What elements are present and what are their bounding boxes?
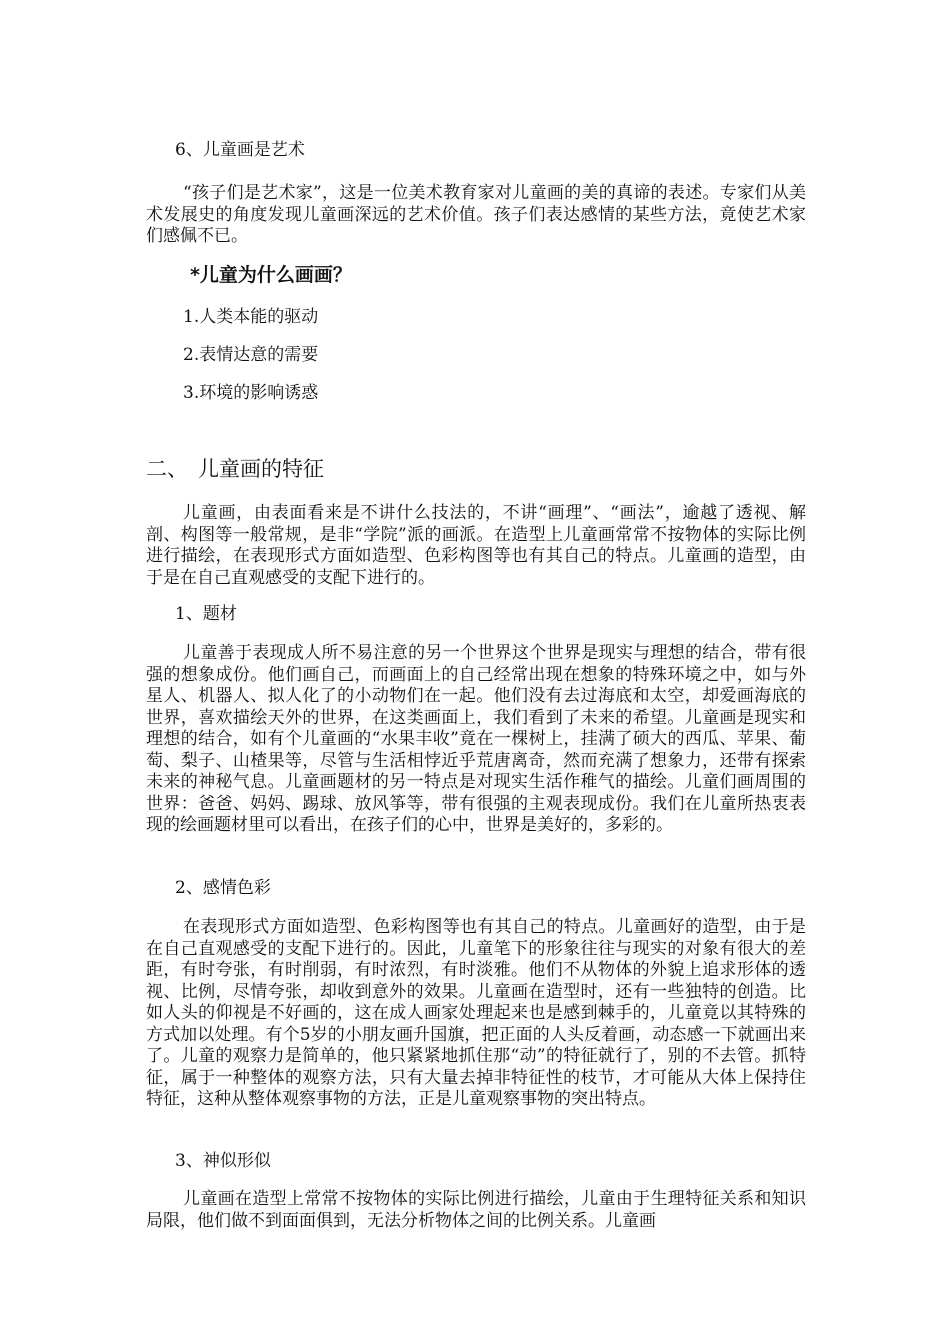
emotion-heading: 2、感情色彩 bbox=[175, 878, 271, 898]
features-number: 二、 bbox=[146, 457, 188, 481]
why-heading: *儿童为什么画画？ bbox=[190, 264, 352, 286]
topic-heading: 1、题材 bbox=[175, 604, 237, 624]
likeness-paragraph: 儿童画在造型上常常不按物体的实际比例进行描绘，儿童由于生理特征关系和知识局限，他们做不到面面俱到，无法分析物体之间的比例关系。儿童画 bbox=[146, 1189, 806, 1231]
features-title: 儿童画的特征 bbox=[198, 457, 324, 481]
features-intro-paragraph: 儿童画，由表面看来是不讲什么技法的，不讲“画理”、“画法”，逾越了透视、解剖、构图等一般常规，是非“学院”派的画派。在造型上儿童画常常不按物体的实际比例进行描绘，在表现形式方面如造型、色彩构图等也有其自己的特点。儿童画的造型，由于是在自己直观感受的支配下进行的。 bbox=[146, 503, 806, 588]
why-item-2: 2.表情达意的需要 bbox=[183, 345, 319, 365]
art-heading: 6、儿童画是艺术 bbox=[175, 140, 305, 160]
likeness-heading: 3、神似形似 bbox=[175, 1151, 271, 1171]
art-paragraph: “孩子们是艺术家”，这是一位美术教育家对儿童画的美的真谛的表述。专家们从美术发展史的角度发现儿童画深远的艺术价值。孩子们表达感情的某些方法，竟使艺术家们感佩不已。 bbox=[146, 183, 806, 246]
features-heading bbox=[146, 456, 324, 482]
why-item-1: 1.人类本能的驱动 bbox=[183, 307, 319, 327]
emotion-paragraph: 在表现形式方面如造型、色彩构图等也有其自己的特点。儿童画好的造型，由于是在自己直观感受的支配下进行的。因此，儿童笔下的形象往往与现实的对象有很大的差距，有时夸张，有时削弱，有时浓烈，有时淡雅。他们不从物体的外貌上追求形体的透视、比例，尽情夸张，却收到意外的效果。儿童画在造型时，还有一些独特的创造。比如人头的仰视是不好画的，这在成人画家处理起来也是感到棘手的，儿童竟以其特殊的方式加以处理。有个5岁的小朋友画升国旗，把正面的人头反着画，动态感一下就画出来了。儿童的观察力是简单的，他只紧紧地抓住那“动”的特征就行了，别的不去管。抓特征，属于一种整体的观察方法，只有大量去掉非特征性的枝节，才可能从大体上保持住特征，这种从整体观察事物的方法，正是儿童观察事物的突出特点。 bbox=[146, 917, 806, 1109]
topic-paragraph: 儿童善于表现成人所不易注意的另一个世界这个世界是现实与理想的结合，带有很强的想象成份。他们画自己，而画面上的自己经常出现在想象的特殊环境之中，如与外星人、机器人、拟人化了的小动物们在一起。他们没有去过海底和太空，却爱画海底的世界，喜欢描绘天外的世界，在这类画面上，我们看到了未来的希望。儿童画是现实和理想的结合，如有个儿童画的“水果丰收”竟在一棵树上，挂满了硕大的西瓜、苹果、葡萄、梨子、山楂果等，尽管与生活相悖近乎荒唐离奇，然而充满了想象力，还带有探索未来的神秘气息。儿童画题材的另一特点是对现实生活作稚气的描绘。儿童们画周围的世界：爸爸、妈妈、踢球、放风筝等，带有很强的主观表现成份。我们在儿童所热衷表现的绘画题材里可以看出，在孩子们的心中，世界是美好的，多彩的。 bbox=[146, 643, 806, 835]
why-item-3: 3.环境的影响诱惑 bbox=[183, 383, 319, 403]
